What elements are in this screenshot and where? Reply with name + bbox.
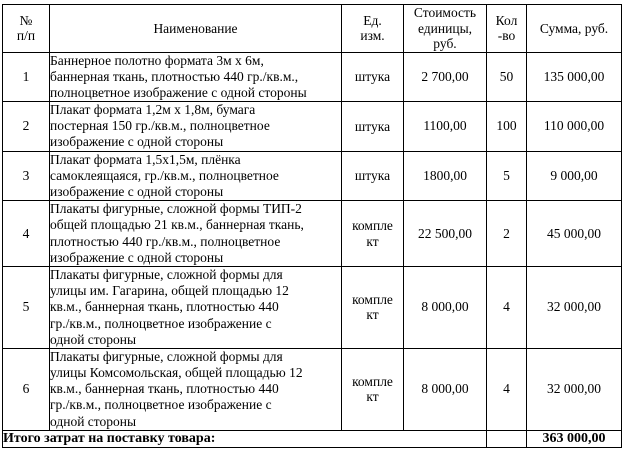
row-number: 6 [3, 348, 50, 430]
unit-line: компле [352, 218, 393, 234]
row-name [50, 102, 342, 152]
name-line: одной стороны [50, 413, 137, 429]
total-amount: 363 000,00 [527, 430, 622, 447]
unit-line: кт [366, 307, 379, 323]
row-total: 32 000,00 [527, 348, 622, 430]
name-line: Плакат формата 1,2м х 1,8м, бумага [50, 102, 256, 118]
row-unit [342, 201, 404, 267]
name-line: гр./кв.м., полноцветное изображение с [50, 315, 272, 331]
name-line: самоклеящаяся, гр./кв.м., полноцветное [50, 167, 279, 183]
unit-line: кт [366, 389, 379, 405]
header-line: Наименование [153, 20, 238, 36]
row-name [50, 201, 342, 267]
table-row [3, 151, 622, 201]
row-quantity: 4 [487, 348, 527, 430]
row-name [50, 266, 342, 348]
column-header-unit [342, 5, 404, 53]
row-total: 110 000,00 [527, 102, 622, 152]
name-line: Баннерное полотно формата 3м х 6м, [50, 52, 264, 68]
header-line: единицы, [417, 20, 473, 36]
name-line: полноцветное изображение с одной стороны [50, 84, 307, 100]
row-total: 45 000,00 [527, 201, 622, 267]
column-header-name [50, 5, 342, 53]
header-line: Сумма, руб. [539, 20, 609, 36]
column-header-quantity [487, 5, 527, 53]
name-line: общей площадью 21 кв.м., баннерная ткань, [50, 217, 304, 233]
header-line: -во [497, 28, 516, 44]
total-quantity [487, 430, 527, 447]
name-line: кв.м., баннерная ткань, плотностью 440 [50, 299, 279, 315]
row-unit [342, 102, 404, 152]
header-row [3, 5, 622, 53]
row-unit [342, 52, 404, 102]
row-number: 4 [3, 201, 50, 267]
row-unit-price: 8 000,00 [404, 266, 487, 348]
name-line: улицы Комсомольская, общей площадью 12 [50, 365, 303, 381]
row-number: 2 [3, 102, 50, 152]
unit-line: штука [354, 168, 391, 184]
row-unit-price: 2 700,00 [404, 52, 487, 102]
row-number: 3 [3, 151, 50, 201]
row-name [50, 151, 342, 201]
name-line: изображение с одной стороны [50, 134, 224, 150]
row-unit-price: 22 500,00 [404, 201, 487, 267]
table-row [3, 52, 622, 102]
name-line: гр./кв.м., полноцветное изображение с [50, 397, 272, 413]
table-body [3, 52, 622, 447]
name-line: плотностью 440 гр./кв.м., полноцветное [50, 233, 281, 249]
unit-line: компле [352, 291, 393, 307]
row-total: 32 000,00 [527, 266, 622, 348]
row-number: 5 [3, 266, 50, 348]
name-line: кв.м., баннерная ткань, плотностью 440 [50, 381, 279, 397]
row-quantity: 100 [487, 102, 527, 152]
column-header-total [527, 5, 622, 53]
name-line: одной стороны [50, 331, 137, 347]
table-row [3, 348, 622, 430]
name-line: изображение с одной стороны [50, 249, 224, 265]
name-line: Плакат формата 1,5х1,5м, плёнка [50, 151, 241, 167]
row-total: 9 000,00 [527, 151, 622, 201]
total-label: Итого затрат на поставку товара: [3, 430, 487, 447]
name-line: Плакаты фигурные, сложной формы для [50, 266, 283, 282]
unit-line: кт [366, 233, 379, 249]
unit-line: штука [354, 69, 391, 85]
header-line: № [19, 12, 33, 28]
row-quantity: 2 [487, 201, 527, 267]
table-row [3, 102, 622, 152]
name-line: баннерная ткань, плотностью 440 гр./кв.м., [50, 68, 299, 84]
header-line: Ед. [363, 12, 382, 28]
row-number: 1 [3, 52, 50, 102]
column-header-number [3, 5, 50, 53]
name-line: изображение с одной стороны [50, 184, 224, 200]
row-name [50, 52, 342, 102]
table-row [3, 201, 622, 267]
table-header [3, 5, 622, 53]
header-line: п/п [16, 28, 36, 44]
table-row [3, 266, 622, 348]
row-unit [342, 348, 404, 430]
row-quantity: 5 [487, 151, 527, 201]
unit-line: штука [354, 118, 391, 134]
row-unit [342, 266, 404, 348]
row-unit [342, 151, 404, 201]
specification-table [2, 4, 622, 448]
total-row [3, 430, 622, 447]
name-line: Плакаты фигурные, сложной формы для [50, 348, 283, 364]
column-header-unit-price [404, 5, 487, 53]
row-unit-price: 1800,00 [404, 151, 487, 201]
name-line: Плакаты фигурные, сложной формы ТИП-2 [50, 201, 302, 217]
row-quantity: 4 [487, 266, 527, 348]
row-unit-price: 1100,00 [404, 102, 487, 152]
header-line: Кол [495, 12, 518, 28]
row-name [50, 348, 342, 430]
name-line: улицы им. Гагарина, общей площадью 12 [50, 283, 289, 299]
unit-line: компле [352, 373, 393, 389]
row-total: 135 000,00 [527, 52, 622, 102]
header-line: Стоимость [413, 5, 477, 20]
header-line: руб. [433, 36, 457, 52]
row-quantity: 50 [487, 52, 527, 102]
header-line: изм. [360, 28, 385, 44]
row-unit-price: 8 000,00 [404, 348, 487, 430]
name-line: постерная 150 гр./кв.м., полноцветное [50, 118, 270, 134]
